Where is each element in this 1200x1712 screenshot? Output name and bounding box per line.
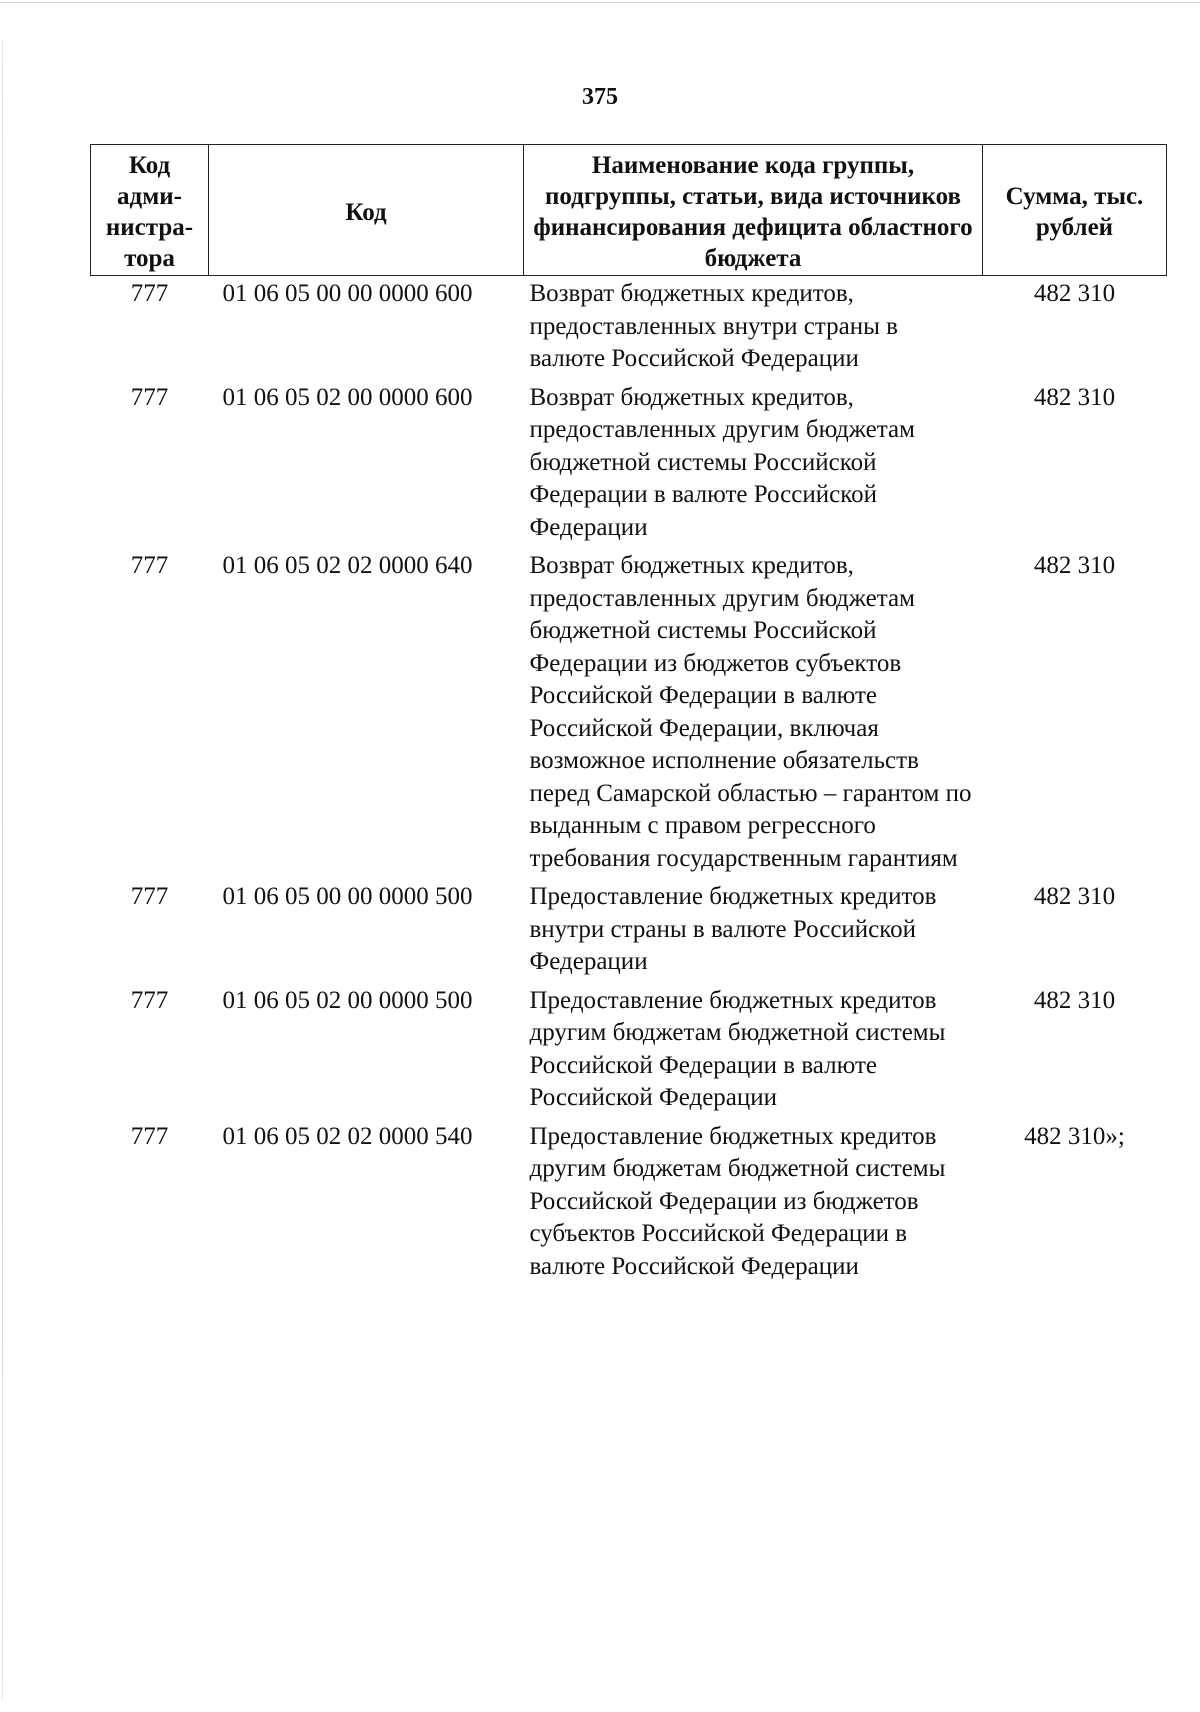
financing-sources-table (90, 144, 1167, 1287)
header-row (91, 145, 1167, 276)
code-cell: 01 06 05 00 00 0000 600 (222, 280, 473, 307)
name-cell: Предоставление бюджетных кредитов другим бюджетам бюджетной системы Российской Федерации из бюджетов субъектов Российской Федерации в валюте Российской Федерации (529, 1122, 946, 1280)
header-name: Наименование кода группы, подгруппы, статьи, вида источников финансирования дефицита областного бюджета (524, 145, 983, 276)
name-cell: Предоставление бюджетных кредитов внутри страны в валюте Российской Федерации (529, 883, 937, 975)
admin-code-cell: 777 (130, 280, 169, 307)
admin-code-cell: 777 (130, 883, 169, 910)
header-sum: Сумма, тыс. рублей (983, 145, 1167, 276)
sum-cell: 482 310 (1033, 383, 1116, 411)
sum-cell: 482 310»; (1024, 1122, 1125, 1150)
name-cell: Возврат бюджетных кредитов, предоставленных другим бюджетам бюджетной системы Российской Федерации в валюте Российской Федерации (529, 383, 915, 541)
sum-cell: 482 310 (1033, 986, 1116, 1014)
table-row (91, 879, 1167, 983)
sum-cell: 482 310 (1033, 280, 1116, 307)
code-cell: 01 06 05 02 00 0000 500 (222, 986, 473, 1014)
table-header (91, 145, 1167, 276)
table-row (91, 276, 1167, 380)
table-row (91, 380, 1167, 549)
admin-code-cell: 777 (130, 383, 169, 411)
name-cell: Предоставление бюджетных кредитов другим бюджетам бюджетной системы Российской Федерации в валюте Российской Федерации (529, 986, 946, 1111)
table-row (91, 983, 1167, 1119)
code-cell: 01 06 05 02 00 0000 600 (222, 383, 473, 411)
scan-artifact-top-line (0, 2, 1200, 3)
admin-code-cell: 777 (130, 1122, 169, 1150)
code-cell: 01 06 05 00 00 0000 500 (222, 883, 473, 910)
code-cell: 01 06 05 02 02 0000 640 (222, 552, 473, 579)
admin-code-cell: 777 (130, 986, 169, 1014)
sum-cell: 482 310 (1033, 552, 1116, 579)
page-number: 375 (582, 84, 618, 110)
header-code: Код (209, 145, 524, 276)
admin-code-cell: 777 (130, 552, 169, 579)
scan-artifact-left-edge (2, 40, 3, 1700)
name-cell: Возврат бюджетных кредитов, предоставленных другим бюджетам бюджетной системы Российской Федерации из бюджетов субъектов Российской Федерации в валюте Российской Федерации, включая возможное исполнение обязательств перед Самарской областью – гарантом по выданным с правом регрессного требования государственным гарантиям (529, 552, 972, 872)
code-cell: 01 06 05 02 02 0000 540 (222, 1122, 473, 1150)
name-cell: Возврат бюджетных кредитов, предоставленных внутри страны в валюте Российской Федерации (529, 280, 898, 372)
table-row (91, 1119, 1167, 1288)
sum-cell: 482 310 (1033, 883, 1116, 910)
header-admin-code: Код адми-нистра-тора (91, 145, 209, 276)
table-body (91, 276, 1167, 1288)
table-row (91, 548, 1167, 879)
